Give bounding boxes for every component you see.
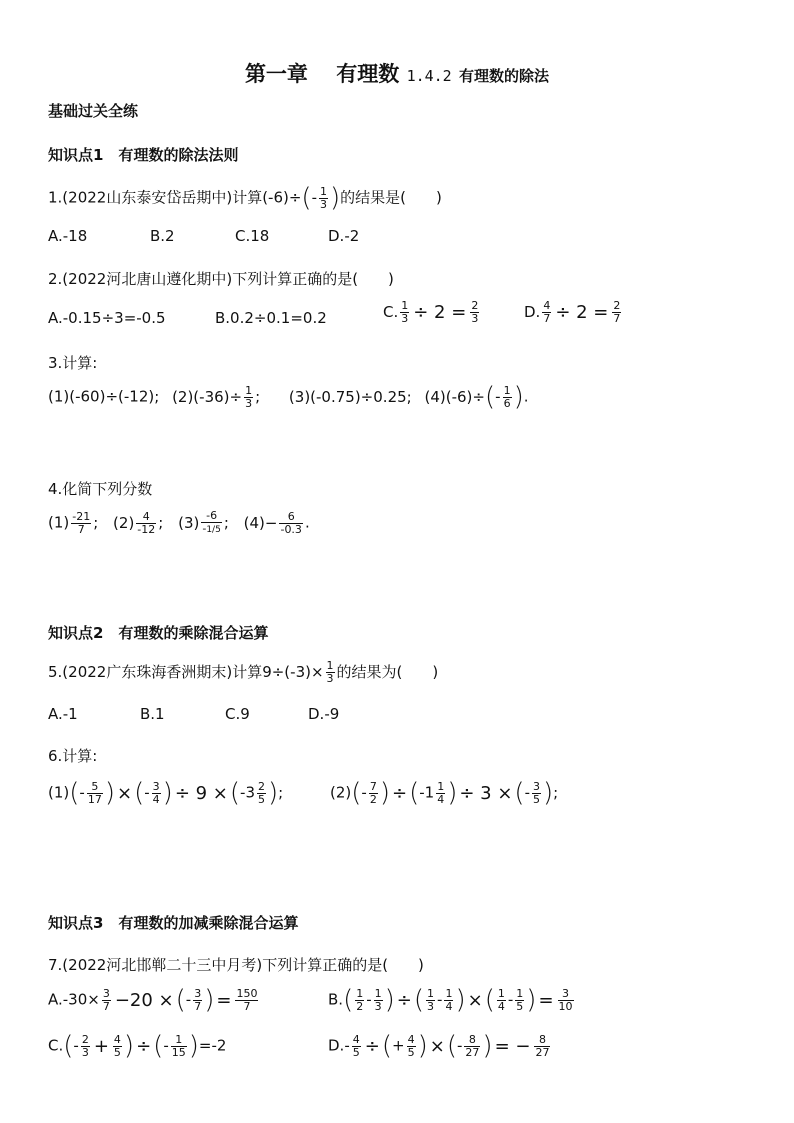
- q2-option-b: B.0.2÷0.1=0.2: [215, 309, 327, 327]
- q2-option-c: C. $\frac{1}{3}$ ÷ 2 = $\frac{2}{3}$: [383, 299, 479, 325]
- knowledge-point-1: 知识点1 有理数的除法法则: [48, 146, 239, 164]
- question-4: 4.化简下列分数: [48, 480, 153, 498]
- question-7: 7.(2022河北邯郸二十三中月考)下列计算正确的是( ): [48, 956, 424, 974]
- question-1: 1.(2022山东泰安岱岳期中)计算(-6)÷(- $\frac{1}{3}$ )的结果是( ): [48, 183, 442, 213]
- page-title: 第一章 有理数 1.4.2 有理数的除法: [244, 62, 550, 86]
- q1-option-c: C.18: [235, 227, 270, 245]
- q6-item-2: (2)(- $\frac{7}{2}$ ) ÷(-1 $\frac{1}{4}$ ) ÷ 3 ×(- $\frac{3}{5}$ );: [330, 778, 559, 808]
- q7-option-b: B.( $\frac{1}{2}$ - $\frac{1}{3}$ ) ÷( $\frac{1}{3}$ - $\frac{1}{4}$ ) ×( $\frac{1}{4}$ - $\frac{1}{5}$ ) = $\frac{3}{10}$: [328, 985, 573, 1015]
- question-6: 6.计算:: [48, 747, 98, 765]
- knowledge-point-2: 知识点2 有理数的乘除混合运算: [48, 624, 269, 642]
- question-5: 5.(2022广东珠海香洲期末)计算9÷(-3)× $\frac{1}{3}$ 的结果为( ): [48, 659, 439, 685]
- q5-option-b: B.1: [140, 705, 165, 723]
- knowledge-point-3: 知识点3 有理数的加减乘除混合运算: [48, 914, 299, 932]
- q5-option-c: C.9: [225, 705, 250, 723]
- section-heading: 基础过关全练: [48, 102, 139, 120]
- q3-items: (1)(-60)÷(-12); (2)(-36)÷ $\frac{1}{3}$ ; (3)(-0.75)÷0.25; (4)(-6)÷(- $\frac{1}{6}$ ).: [48, 382, 529, 412]
- q2-option-a: A.-0.15÷3=-0.5: [48, 309, 166, 327]
- q1-option-b: B.2: [150, 227, 175, 245]
- question-3: 3.计算:: [48, 354, 98, 372]
- q4-items: (1) $\frac{-21}{7}$ ; (2) $\frac{4}{-12}$ ; (3) $\frac{-6}{-1/5}$ ; (4)− $\frac{6}{-0.3}$ .: [48, 509, 310, 536]
- q7-option-d: D.- $\frac{4}{5}$ ÷(+ $\frac{4}{5}$ ) ×(- $\frac{8}{27}$ ) = − $\frac{8}{27}$: [328, 1031, 550, 1061]
- q5-option-a: A.-1: [48, 705, 78, 723]
- q7-option-a: A.-30× $\frac{3}{7}$ −20 ×(- $\frac{3}{7}$ ) = $\frac{150}{7}$: [48, 985, 258, 1015]
- q1-option-d: D.-2: [328, 227, 360, 245]
- q1-option-a: A.-18: [48, 227, 88, 245]
- q2-option-d: D. $\frac{4}{7}$ ÷ 2 = $\frac{2}{7}$: [524, 299, 621, 325]
- q7-option-c: C.(- $\frac{2}{3}$ + $\frac{4}{5}$ ) ÷(- $\frac{1}{15}$ )=-2: [48, 1031, 227, 1061]
- q5-option-d: D.-9: [308, 705, 340, 723]
- q6-item-1: (1)(- $\frac{5}{17}$ ) ×(- $\frac{3}{4}$ ) ÷ 9 ×(-3 $\frac{2}{5}$ );: [48, 778, 284, 808]
- question-2: 2.(2022河北唐山遵化期中)下列计算正确的是( ): [48, 270, 394, 288]
